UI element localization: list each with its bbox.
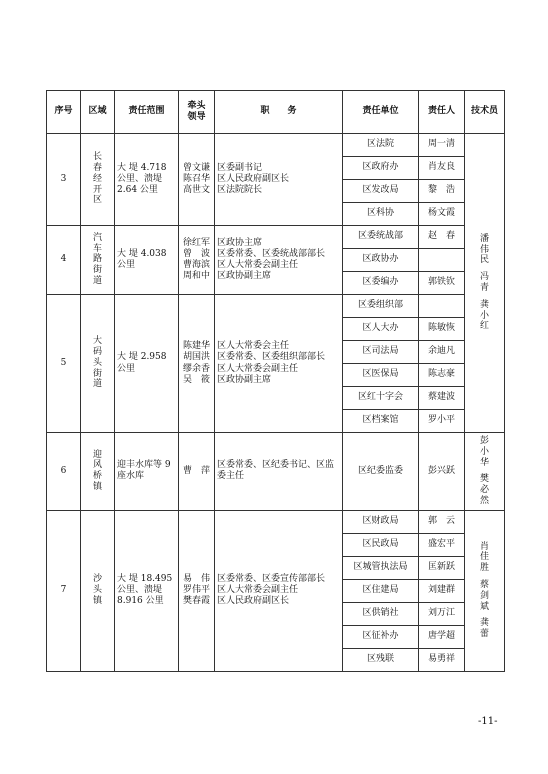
row-leaders: 徐红军 曾 波 曹海滨 周和中 <box>179 226 215 295</box>
header-area: 区域 <box>81 91 115 134</box>
person-cell <box>419 249 465 272</box>
unit-cell: 区发改局 <box>343 180 419 203</box>
row-seq: 7 <box>47 510 81 671</box>
unit-cell: 区医保局 <box>343 364 419 387</box>
person-cell: 陈志豪 <box>419 364 465 387</box>
row-seq: 6 <box>47 433 81 511</box>
unit-cell: 区委组织部 <box>343 295 419 318</box>
row-area: 汽车路街道 <box>81 226 115 295</box>
person-cell: 郭 云 <box>419 510 465 533</box>
tech-name: 蔡剑斌 <box>480 579 490 612</box>
header-seq: 序号 <box>47 91 81 134</box>
header-tech: 技术员 <box>465 91 505 134</box>
tech-name: 肖佳胜 <box>480 541 490 574</box>
row-leaders: 曹 萍 <box>179 433 215 511</box>
row-scope: 大 堤 2.958 公里 <box>115 295 179 433</box>
row-leaders: 曾文谦 陈召华 高世文 <box>179 134 215 226</box>
unit-cell: 区法院 <box>343 134 419 157</box>
tech-name: 彭小华 <box>480 436 490 468</box>
person-cell: 盛宏平 <box>419 533 465 556</box>
table-row <box>47 510 505 533</box>
unit-cell: 区财政局 <box>343 510 419 533</box>
tech-cell <box>465 433 505 511</box>
person-cell: 周一清 <box>419 134 465 157</box>
unit-cell: 区政协办 <box>343 249 419 272</box>
unit-cell: 区征补办 <box>343 625 419 648</box>
unit-cell: 区委统战部 <box>343 226 419 249</box>
row-area: 沙头镇 <box>81 510 115 671</box>
header-row <box>47 91 505 134</box>
tech-name: 樊必然 <box>480 474 490 506</box>
row-seq: 3 <box>47 134 81 226</box>
person-cell: 肖友良 <box>419 157 465 180</box>
person-cell: 罗小平 <box>419 410 465 433</box>
person-cell: 彭兴跃 <box>419 433 465 511</box>
row-leaders: 易 伟 罗伟平 樊春霞 <box>179 510 215 671</box>
tech-name: 龚小红 <box>480 299 490 332</box>
person-cell: 郭铁钦 <box>419 272 465 295</box>
row-area: 迎风桥镇 <box>81 433 115 511</box>
header-unit: 责任单位 <box>343 91 419 134</box>
row-scope: 大 堤 4.718 公里、溃堤 2.64 公里 <box>115 134 179 226</box>
person-cell: 唐学超 <box>419 625 465 648</box>
unit-cell: 区纪委监委 <box>343 433 419 511</box>
table-row <box>47 226 505 249</box>
row-area: 大码头街道 <box>81 295 115 433</box>
header-duty: 职 务 <box>215 91 343 134</box>
unit-cell: 区人大办 <box>343 318 419 341</box>
person-cell: 杨文霞 <box>419 203 465 226</box>
person-cell: 黎 浩 <box>419 180 465 203</box>
row-duties: 区委常委、区纪委书记、区监委主任 <box>215 433 343 511</box>
person-cell: 陈敏恢 <box>419 318 465 341</box>
row-seq: 5 <box>47 295 81 433</box>
row-scope: 大 堤 4.038 公里 <box>115 226 179 295</box>
person-cell: 赵 春 <box>419 226 465 249</box>
table-row <box>47 134 505 157</box>
unit-cell: 区政府办 <box>343 157 419 180</box>
header-scope: 责任范围 <box>115 91 179 134</box>
person-cell: 匡新跃 <box>419 556 465 579</box>
unit-cell: 区科协 <box>343 203 419 226</box>
person-cell: 余迪凡 <box>419 341 465 364</box>
row-scope: 大 堤 18.495 公里、溃堤 8.916 公里 <box>115 510 179 671</box>
unit-cell: 区住建局 <box>343 579 419 602</box>
table-row <box>47 433 505 511</box>
person-cell: 刘万江 <box>419 602 465 625</box>
row-leaders: 陈建华 胡国洪 缪余香 吴 筱 <box>179 295 215 433</box>
unit-cell: 区残联 <box>343 648 419 671</box>
unit-cell: 区档案馆 <box>343 410 419 433</box>
header-leader: 牵头 领导 <box>179 91 215 134</box>
row-duties: 区委副书记 区人民政府副区长 区法院院长 <box>215 134 343 226</box>
unit-cell: 区委编办 <box>343 272 419 295</box>
header-person: 责任人 <box>419 91 465 134</box>
unit-cell: 区民政局 <box>343 533 419 556</box>
unit-cell: 区供销社 <box>343 602 419 625</box>
person-cell: 易勇祥 <box>419 648 465 671</box>
tech-name: 潘伟民 <box>480 233 490 266</box>
unit-cell: 区城管执法局 <box>343 556 419 579</box>
row-duties: 区政协主席 区委常委、区委统战部部长 区人大常委会副主任 区政协副主席 <box>215 226 343 295</box>
unit-cell: 区红十字会 <box>343 387 419 410</box>
tech-cell <box>465 510 505 671</box>
row-duties: 区委常委、区委宣传部部长 区人大常委会副主任 区人民政府副区长 <box>215 510 343 671</box>
tech-name: 龚 蕾 <box>480 618 499 640</box>
person-cell: 刘建群 <box>419 579 465 602</box>
row-area: 长春经开区 <box>81 134 115 226</box>
row-scope: 迎丰水库等 9 座水库 <box>115 433 179 511</box>
tech-name: 冯 青 <box>480 272 499 293</box>
row-duties: 区人大常委会主任 区委常委、区委组织部部长 区人大常委会副主任 区政协副主席 <box>215 295 343 433</box>
responsibility-table <box>46 90 505 672</box>
person-cell <box>419 295 465 318</box>
table-row <box>47 295 505 318</box>
page-number: -11- <box>478 716 498 727</box>
person-cell: 蔡建波 <box>419 387 465 410</box>
unit-cell: 区司法局 <box>343 341 419 364</box>
tech-cell <box>465 134 505 433</box>
row-seq: 4 <box>47 226 81 295</box>
